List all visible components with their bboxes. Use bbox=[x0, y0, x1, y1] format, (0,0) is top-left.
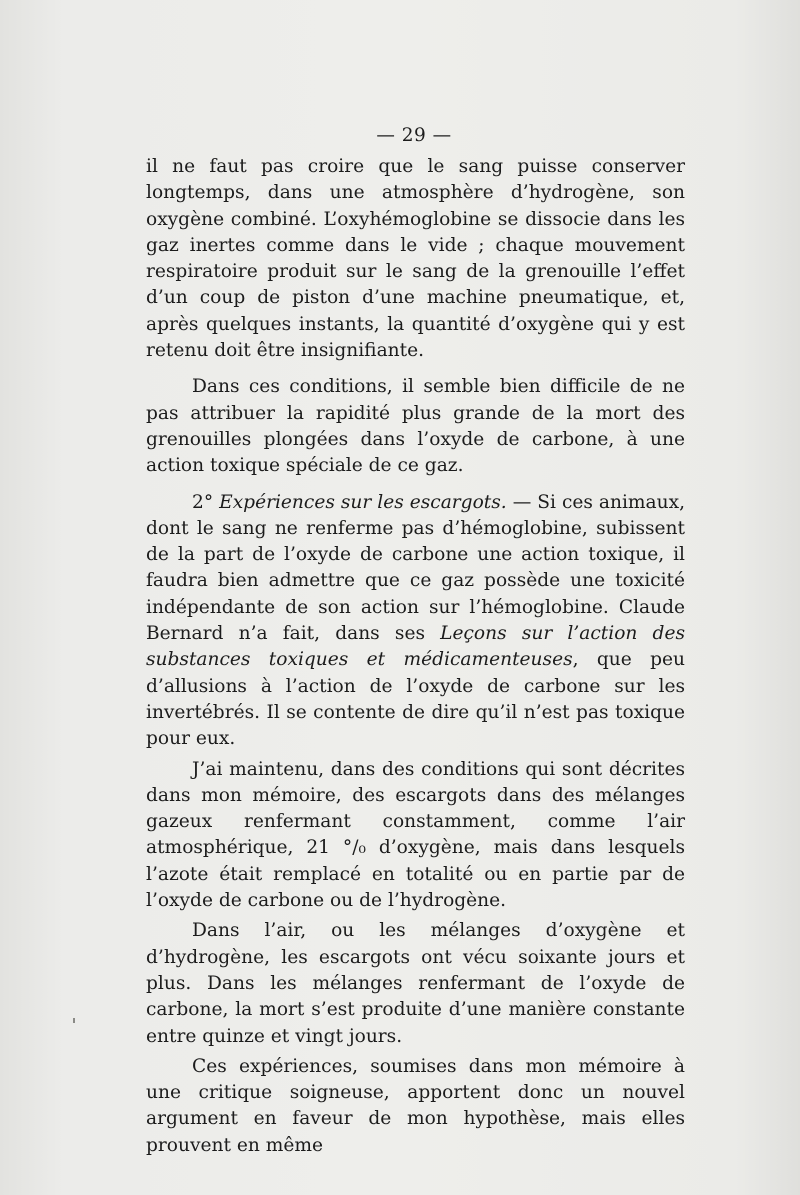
page-number: — 29 — bbox=[376, 125, 452, 146]
paragraph-3-text-b: , que peu d’allusions à l’action de l’oxyde de carbone sur les invertébrés. Il se contente de dire qu’il n’est pas toxique pour eux. bbox=[146, 649, 685, 750]
cited-book-title: Leçons sur l’action des substances toxiques et médicamenteuses bbox=[146, 623, 685, 671]
body-text bbox=[146, 154, 685, 1159]
paragraph-1: il ne faut pas croire que le sang puisse conserver longtemps, dans une atmosphère d’hydrogène, son oxygène combiné. L’oxyhémoglobine se dissocie dans les gaz inertes comme dans le vide ; chaque mouvement respiratoire produit sur le sang de la grenouille l’effet d’un coup de piston d’une machine pneumatique, et, après quelques instants, la quantité d’oxygène qui y est retenu doit être insignifiante. bbox=[146, 156, 685, 362]
paragraph-5: Dans l’air, ou les mélanges d’oxygène et d’hydrogène, les escargots ont vécu soixante jours et plus. Dans les mélanges renfermant de l’oxyde de carbone, la mort s’est produite d’une manière constante entre quinze et vingt jours. bbox=[146, 920, 685, 1047]
paragraph-2: Dans ces conditions, il semble bien difficile de ne pas attribuer la rapidité plus grande de la mort des grenouilles plongées dans l’oxyde de carbone, à une action toxique spéciale de ce gaz. bbox=[146, 376, 685, 477]
scan-speck bbox=[73, 1018, 75, 1023]
paragraph-4: J’ai maintenu, dans des conditions qui sont décrites dans mon mémoire, des escargots dans des mélanges gazeux renfermant constamment, comme l’air atmosphérique, 21 °/₀ d’oxygène, mais dans lesquels l’azote était remplacé en totalité ou en partie par de l’oxyde de carbone ou de l’hydrogène. bbox=[146, 758, 685, 912]
section-heading: Expériences sur les escargots. bbox=[219, 491, 507, 513]
paragraph-3 bbox=[146, 490, 685, 753]
section-number: 2° bbox=[192, 491, 220, 513]
paragraph-6: Ces expériences, soumises dans mon mémoire à une critique soigneuse, apportent donc un nouvel argument en faveur de mon hypothèse, mais elles prouvent en même bbox=[146, 1055, 685, 1156]
paragraph-3-text-a: — Si ces animaux, dont le sang ne renferme pas d’hémoglobine, subissent de la part de l’oxyde de carbone une action toxique, il faudra bien admettre que ce gaz possède une toxicité indépendante de son action sur l’hémoglobine. Claude Bernard n’a fait, dans ses bbox=[146, 491, 685, 645]
